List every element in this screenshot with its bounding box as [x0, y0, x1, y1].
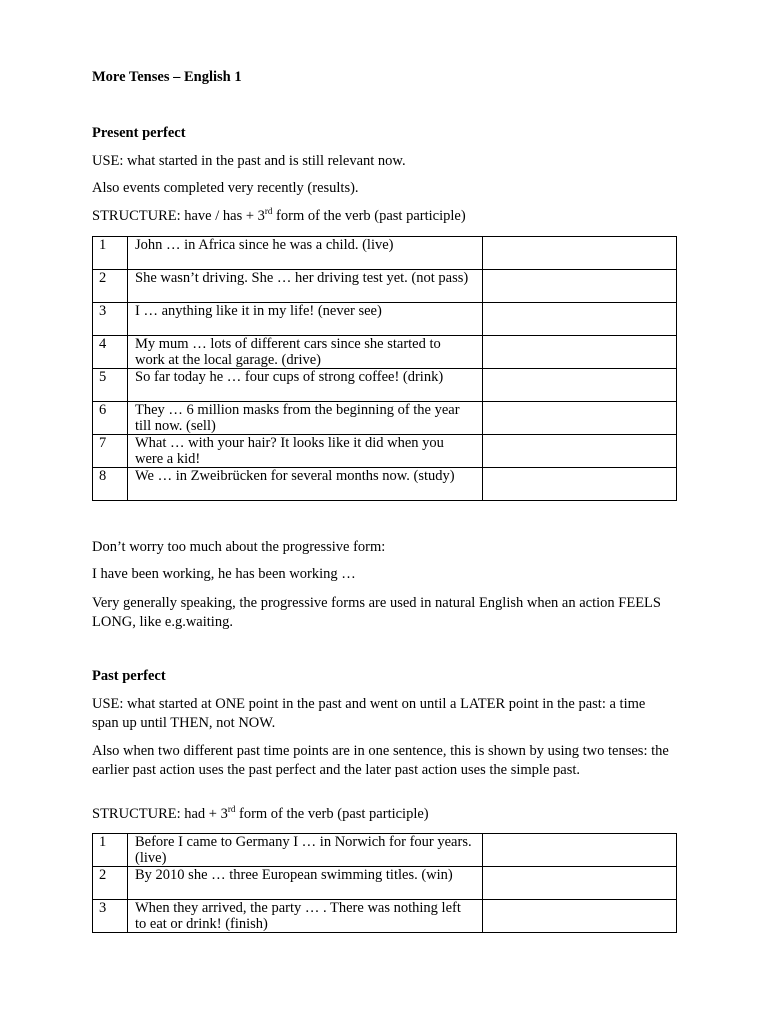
- past-perfect-structure: [92, 806, 692, 823]
- answer-cell[interactable]: [483, 402, 677, 435]
- table-row: [93, 402, 677, 435]
- answer-cell[interactable]: [483, 270, 677, 303]
- table-row: [93, 435, 677, 468]
- answer-cell[interactable]: [483, 435, 677, 468]
- structure-text: STRUCTURE: have / has + 3: [92, 208, 265, 224]
- progressive-note-2: I have been working, he has been working …: [92, 566, 356, 582]
- document-title: More Tenses – English 1: [92, 69, 242, 85]
- row-task: She wasn’t driving. She … her driving test yet. (not pass): [128, 270, 483, 303]
- answer-cell[interactable]: [483, 900, 677, 933]
- table-row: [93, 834, 677, 867]
- structure-superscript: rd: [227, 804, 236, 815]
- row-task: So far today he … four cups of strong coffee! (drink): [128, 369, 483, 402]
- table-row: [93, 237, 677, 270]
- answer-cell[interactable]: [483, 834, 677, 867]
- row-number: 1: [93, 237, 128, 270]
- row-number: 8: [93, 468, 128, 501]
- structure-text-rest: form of the verb (past participle): [235, 806, 429, 822]
- row-number: 2: [93, 867, 128, 900]
- table-row: [93, 336, 677, 369]
- table-row: [93, 867, 677, 900]
- table-row: [93, 270, 677, 303]
- row-task: What … with your hair? It looks like it did when you were a kid!: [128, 435, 483, 468]
- answer-cell[interactable]: [483, 237, 677, 270]
- row-number: 7: [93, 435, 128, 468]
- structure-text-rest: form of the verb (past participle): [272, 208, 466, 224]
- table-row: [93, 900, 677, 933]
- present-perfect-exercise-table: [92, 236, 677, 501]
- row-number: 3: [93, 900, 128, 933]
- row-number: 4: [93, 336, 128, 369]
- row-number: 3: [93, 303, 128, 336]
- answer-cell[interactable]: [483, 336, 677, 369]
- present-perfect-also: Also events completed very recently (results).: [92, 180, 359, 196]
- row-number: 6: [93, 402, 128, 435]
- answer-cell[interactable]: [483, 468, 677, 501]
- row-task: When they arrived, the party … . There was nothing left to eat or drink! (finish): [128, 900, 483, 933]
- structure-superscript: rd: [264, 206, 273, 217]
- row-task: We … in Zweibrücken for several months now. (study): [128, 468, 483, 501]
- progressive-note-1: Don’t worry too much about the progressive form:: [92, 539, 386, 555]
- present-perfect-structure: [92, 208, 692, 225]
- present-perfect-use: USE: what started in the past and is still relevant now.: [92, 153, 406, 169]
- answer-cell[interactable]: [483, 303, 677, 336]
- progressive-note-3: Very generally speaking, the progressive forms are used in natural English when an action FEELS LONG, like e.g.waiting.: [92, 595, 661, 630]
- answer-cell[interactable]: [483, 867, 677, 900]
- row-number: 5: [93, 369, 128, 402]
- row-number: 2: [93, 270, 128, 303]
- row-task: By 2010 she … three European swimming titles. (win): [128, 867, 483, 900]
- present-perfect-heading: Present perfect: [92, 125, 186, 141]
- answer-cell[interactable]: [483, 369, 677, 402]
- table-row: [93, 369, 677, 402]
- row-number: 1: [93, 834, 128, 867]
- table-row: [93, 468, 677, 501]
- row-task: Before I came to Germany I … in Norwich for four years. (live): [128, 834, 483, 867]
- structure-text: STRUCTURE: had + 3: [92, 806, 228, 822]
- past-perfect-also: Also when two different past time points are in one sentence, this is shown by using two tenses: the earlier past action uses the past perfect and the later past action uses the simple past.: [92, 743, 669, 778]
- row-task: My mum … lots of different cars since she started to work at the local garage. (drive): [128, 336, 483, 369]
- row-task: John … in Africa since he was a child. (live): [128, 237, 483, 270]
- row-task: They … 6 million masks from the beginning of the year till now. (sell): [128, 402, 483, 435]
- past-perfect-heading: Past perfect: [92, 668, 166, 684]
- past-perfect-exercise-table: [92, 833, 677, 933]
- table-row: [93, 303, 677, 336]
- row-task: I … anything like it in my life! (never see): [128, 303, 483, 336]
- past-perfect-use: USE: what started at ONE point in the past and went on until a LATER point in the past: a time span up until THEN, not NOW.: [92, 696, 646, 731]
